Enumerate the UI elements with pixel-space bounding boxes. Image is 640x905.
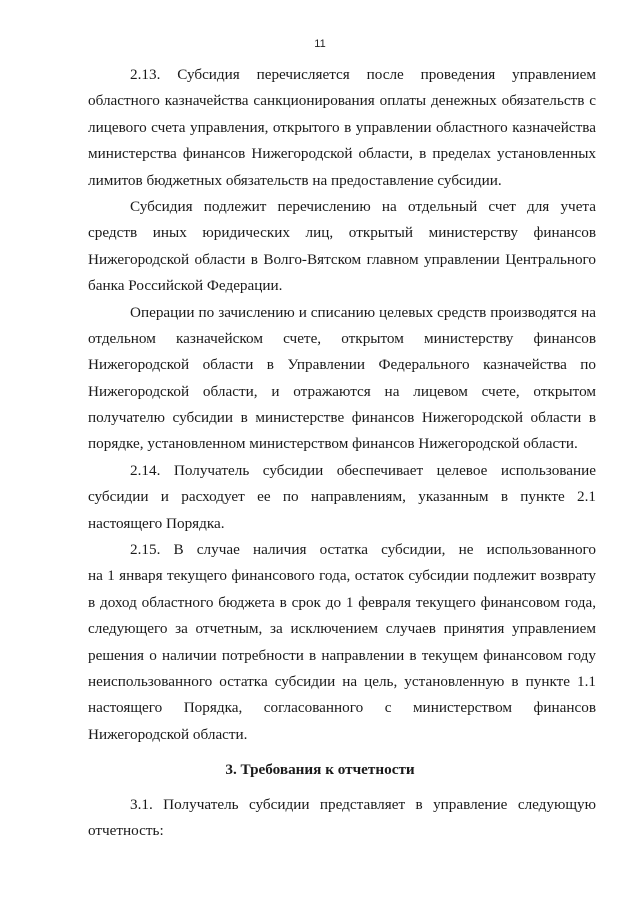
paragraph-line: Субсидия подлежит перечислению на отдельный счет для учета	[130, 197, 596, 215]
paragraph-line: решения о наличии потребности в направлении в текущем финансовом году	[88, 646, 596, 664]
paragraph-line: неиспользованного остатка субсидии на цель, установленную в пункте 1.1	[88, 672, 596, 690]
paragraph-line: настоящего Порядка, согласованного с министерством финансов	[88, 699, 596, 717]
paragraph-line: субсидии и расходует ее по направлениям, указанным в пункте 2.1	[88, 488, 596, 506]
paragraph-line: порядке, установленном министерством финансов Нижегородской области.	[88, 435, 578, 453]
section-3-body	[88, 792, 596, 845]
page-number: 11	[314, 38, 326, 50]
paragraph-line: на 1 января текущего финансового года, остаток субсидии подлежит возврату	[88, 567, 596, 585]
paragraph-line: 2.14. Получатель субсидии обеспечивает целевое использование	[130, 461, 596, 479]
paragraph-line: настоящего Порядка.	[88, 514, 225, 532]
paragraph-line: следующего за отчетным, за исключением случаев принятия управлением	[88, 620, 596, 638]
paragraph-line: 3.1. Получатель субсидии представляет в управление следующую	[130, 796, 596, 813]
paragraph-2-15	[88, 537, 596, 748]
paragraph-line: Нижегородской области.	[88, 725, 248, 743]
paragraph-line: лицевого счета управления, открытого в управлении областного казначейства	[88, 118, 596, 136]
paragraph-line: министерства финансов Нижегородской области, в пределах установленных	[88, 145, 596, 163]
paragraph-line: областного казначейства санкционирования оплаты денежных обязательств с	[88, 92, 596, 110]
paragraph-line: отчетность:	[88, 822, 164, 840]
paragraph-line: отдельном казначейском счете, открытом министерству финансов	[88, 329, 596, 347]
paragraph-line: лимитов бюджетных обязательств на предоставление субсидии.	[88, 171, 502, 189]
paragraph-subsidy-account	[88, 194, 596, 300]
paragraph-2-14	[88, 458, 596, 537]
paragraph-line: Нижегородской области, и отражаются на лицевом счете, открытом	[88, 382, 596, 400]
paragraph-line: Нижегородской области в Волго-Вятском главном управлении Центрального	[88, 250, 596, 268]
paragraph-line: 2.15. В случае наличия остатка субсидии, не использованного	[130, 541, 596, 559]
paragraph-line: Нижегородской области в Управлении Федерального казначейства по	[88, 356, 596, 374]
paragraph-operations	[88, 300, 596, 458]
paragraph-line: в доход областного бюджета в срок до 1 февраля текущего финансовом года,	[88, 593, 596, 611]
paragraph-line: средств иных юридических лиц, открытый министерству финансов	[88, 224, 596, 242]
paragraph-line: получателю субсидии в министерстве финансов Нижегородской области в	[88, 409, 596, 427]
document-body	[88, 62, 596, 748]
paragraph-3-1	[88, 792, 596, 845]
paragraph-2-13	[88, 62, 596, 194]
paragraph-line: 2.13. Субсидия перечисляется после проведения управлением	[130, 66, 596, 83]
section-heading: 3. Требования к отчетности	[225, 761, 415, 778]
paragraph-line: Операции по зачислению и списанию целевых средств производятся на	[130, 303, 596, 321]
paragraph-line: банка Российской Федерации.	[88, 277, 283, 295]
